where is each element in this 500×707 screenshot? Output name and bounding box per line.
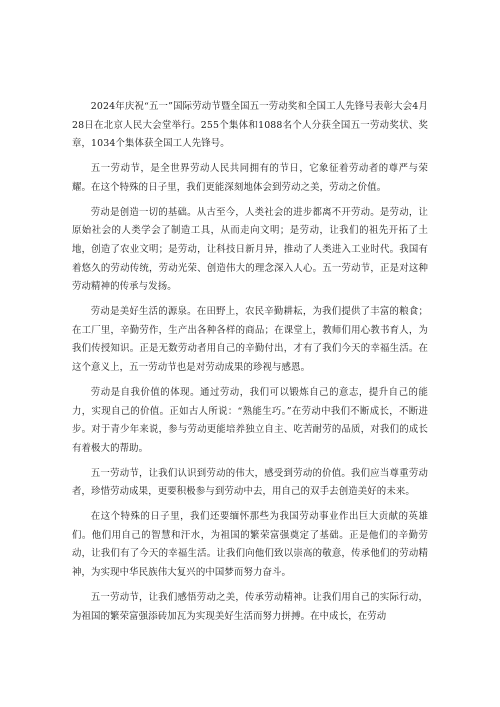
paragraph-7: 在这个特殊的日子里，我们还要缅怀那些为我国劳动事业作出巨大贡献的英雄们。他们用自己的智慧和汗水，为祖国的繁荣富强奠定了基础。正是他们的辛勤劳动，让我们有了今天的幸福生活。让我们向他们致以崇高的敬意，传承他们的劳动精神，为实现中华民族伟大复兴的中国梦而努力奋斗。 [72, 511, 428, 579]
paragraph-2: 五一劳动节，是全世界劳动人民共同拥有的节日，它象征着劳动者的尊严与荣耀。在这个特殊的日子里，我们更能深刻地体会到劳动之美，劳动之价值。 [72, 163, 428, 193]
paragraph-8: 五一劳动节，让我们感悟劳动之美，传承劳动精神。让我们用自己的实际行动，为祖国的繁荣富强添砖加瓦为实现美好生活而努力拼搏。在中成长，在劳动 [72, 591, 428, 622]
paragraph-5: 劳动是自我价值的体现。通过劳动，我们可以锻炼自己的意志，提升自己的能力，实现自己的价值。正如古人所说：“熟能生巧。”在劳动中我们不断成长，不断进步。对于青少年来说，参与劳动更能培养独立自主、吃苦耐劳的品质，对我们的成长有着极大的帮助。 [72, 386, 428, 454]
paragraph-4: 劳动是美好生活的源泉。在田野上，农民辛勤耕耘，为我们提供了丰富的粮食；在工厂里，辛勤劳作，生产出各种各样的商品；在课堂上，教师们用心教书育人，为我们传授知识。正是无数劳动者用自己的辛勤付出，才有了我们今天的幸福生活。在这个意义上，五一劳动节也是对劳动成果的珍视与感恩。 [72, 306, 428, 374]
paragraph-3: 劳动是创造一切的基础。从古至今，人类社会的进步都离不开劳动。是劳动，让原始社会的人类学会了制造工具，从而走向文明；是劳动，让我们的祖先开拓了土地，创造了农业文明；是劳动，让科技日新月异，推动了人类进入工业时代。我国有着悠久的劳动传统，劳动光荣、创造伟大的理念深入人心。五一劳动节，正是对这种劳动精神的传承与发扬。 [72, 206, 428, 293]
document-body [72, 98, 428, 632]
paragraph-1: 2024年庆祝“五一”国际劳动节暨全国五一劳动奖和全国工人先锋号表彰大会4月28日在北京人民大会堂举行。255个集体和1088名个人分获全国五一劳动奖状、奖章，1034个集体获全国工人先锋号。 [72, 101, 428, 150]
paragraph-6: 五一劳动节，让我们认识到劳动的伟大，感受到劳动的价值。我们应当尊重劳动者，珍惜劳动成果，更要积极参与到劳动中去，用自己的双手去创造美好的未来。 [72, 467, 428, 498]
